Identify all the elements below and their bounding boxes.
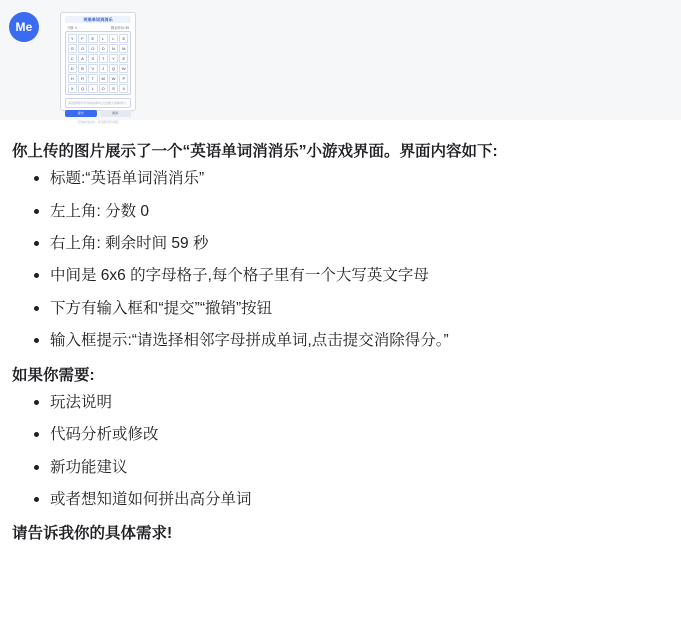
list-item: 玩法说明 — [50, 393, 669, 412]
list-item: 新功能建议 — [50, 458, 669, 477]
response-closing: 请告诉我你的具体需求! — [12, 525, 173, 543]
list-item: 下方有输入框和“提交”“撤销”按钮 — [50, 299, 669, 318]
thumbnail-word-input: 请选择相邻字母拼成单词,点击提交消除得分。 — [65, 98, 131, 108]
list-item: 左上角: 分数 0 — [50, 202, 669, 221]
thumbnail-grid-cell: R — [78, 74, 87, 83]
thumbnail-submit-button: 提交 — [65, 110, 97, 117]
thumbnail-grid-cell: D — [68, 64, 77, 73]
thumbnail-grid-row — [67, 83, 129, 93]
thumbnail-grid-cell: T — [99, 54, 108, 63]
thumbnail-grid-cell: A — [78, 54, 87, 63]
thumbnail-grid-cell: O — [88, 44, 97, 53]
thumbnail-footer-text: 英语单词消消乐 · 拼写越长得分越高 — [77, 121, 119, 124]
thumbnail-grid-row — [67, 73, 129, 83]
offer-heading: 如果你需要: — [12, 366, 95, 384]
thumbnail-grid-cell: L — [109, 34, 118, 43]
thumbnail-grid-cell: T — [88, 74, 97, 83]
list-item: 中间是 6x6 的字母格子,每个格子里有一个大写英文字母 — [50, 266, 669, 285]
offer-list — [12, 393, 669, 510]
thumbnail-letter-grid — [65, 31, 131, 95]
thumbnail-grid-cell: Y — [109, 54, 118, 63]
thumbnail-grid-cell: Q — [78, 84, 87, 93]
thumbnail-grid-cell: Y — [68, 34, 77, 43]
thumbnail-grid-cell: C — [68, 54, 77, 63]
avatar: Me — [9, 12, 39, 42]
thumbnail-grid-cell: V — [88, 64, 97, 73]
thumbnail-grid-cell: S — [88, 54, 97, 63]
list-item: 或者想知道如何拼出高分单词 — [50, 490, 669, 509]
thumbnail-score: 分数: 0 — [67, 26, 77, 30]
list-item: 代码分析或修改 — [50, 425, 669, 444]
list-item: 右上角: 剩余时间 59 秒 — [50, 234, 669, 253]
thumbnail-undo-button: 撤销 — [100, 110, 132, 117]
thumbnail-grid-cell: W — [119, 64, 128, 73]
thumbnail-grid-cell: Q — [109, 64, 118, 73]
thumbnail-grid-row — [67, 43, 129, 53]
attachment-thumbnail[interactable] — [60, 12, 136, 124]
thumbnail-time: 剩余时间: 59 — [110, 26, 129, 30]
thumbnail-grid-cell: N — [109, 44, 118, 53]
thumbnail-grid-cell: L — [99, 34, 108, 43]
thumbnail-grid-cell: F — [78, 34, 87, 43]
thumbnail-grid-cell: O — [78, 44, 87, 53]
description-list — [12, 169, 669, 350]
user-message-strip — [0, 0, 681, 124]
thumbnail-grid-cell: D — [99, 44, 108, 53]
thumbnail-grid-row — [67, 53, 129, 63]
thumbnail-grid-cell: X — [119, 84, 128, 93]
thumbnail-grid-row — [67, 33, 129, 43]
thumbnail-title: 英语单词消消乐 — [65, 16, 131, 23]
list-item: 输入框提示:“请选择相邻字母拼成单词,点击提交消除得分。” — [50, 331, 669, 350]
thumbnail-grid-cell: E — [119, 34, 128, 43]
thumbnail-grid-cell: E — [119, 54, 128, 63]
thumbnail-grid-cell: H — [68, 74, 77, 83]
assistant-response — [0, 120, 681, 546]
thumbnail-grid-row — [67, 63, 129, 73]
thumbnail-grid-cell: G — [68, 44, 77, 53]
thumbnail-grid-cell: L — [88, 84, 97, 93]
thumbnail-grid-cell: M — [99, 74, 108, 83]
thumbnail-grid-cell: J — [99, 64, 108, 73]
thumbnail-grid-cell: P — [119, 74, 128, 83]
thumbnail-grid-cell: S — [109, 84, 118, 93]
thumbnail-grid-cell: M — [119, 44, 128, 53]
thumbnail-grid-cell: W — [109, 74, 118, 83]
thumbnail-grid-cell: O — [99, 84, 108, 93]
thumbnail-grid-cell: B — [78, 64, 87, 73]
list-item: 标题:“英语单词消消乐” — [50, 169, 669, 188]
thumbnail-button-row — [65, 110, 131, 117]
thumbnail-grid-cell: X — [68, 84, 77, 93]
response-intro: 你上传的图片展示了一个“英语单词消消乐”小游戏界面。界面内容如下: — [12, 143, 498, 160]
thumbnail-grid-cell: E — [88, 34, 97, 43]
